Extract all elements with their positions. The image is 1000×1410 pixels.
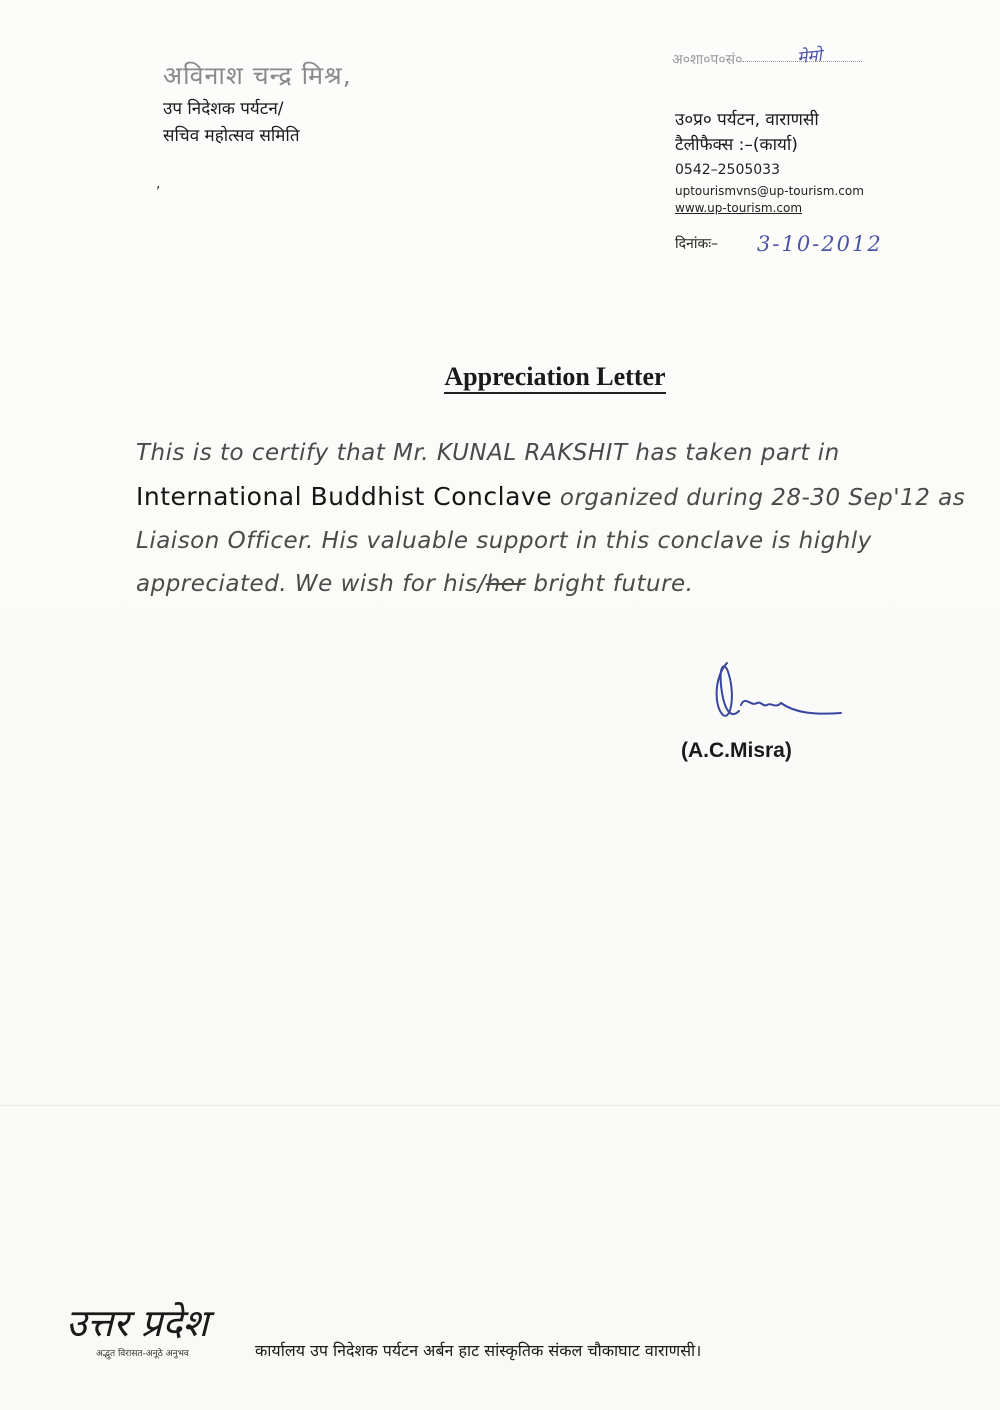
reference-label: अ०शा०प०सं० bbox=[672, 52, 743, 68]
date-handwritten: 3-10-2012 bbox=[757, 232, 883, 256]
sender-committee: सचिव महोत्सव समिति bbox=[163, 126, 300, 146]
phone-number: 0542–2505033 bbox=[675, 162, 780, 178]
event-name: International Buddhist Conclave bbox=[136, 482, 553, 511]
date-label: दिनांकः– bbox=[675, 236, 719, 252]
body-text-1: This is to certify that Mr. KUNAL RAKSHIT has taken part in bbox=[136, 440, 840, 466]
sender-name: अविनाश चन्द्र मिश्र, bbox=[163, 61, 352, 90]
office-name: उ०प्र० पर्यटन, वाराणसी bbox=[675, 110, 819, 130]
signature bbox=[705, 655, 855, 735]
struck-word: her bbox=[485, 571, 526, 597]
sender-designation: उप निदेशक पर्यटन/ bbox=[163, 99, 284, 119]
logo-tagline: अद्भुत विरासत-अनूठे अनुभव bbox=[96, 1349, 189, 1359]
logo-text: उत्तर प्रदेश bbox=[66, 1301, 209, 1345]
footer-address: कार्यालय उप निदेशक पर्यटन अर्बन हाट सांस्कृतिक संकल चौकाघाट वाराणसी। bbox=[255, 1341, 702, 1360]
stray-mark: , bbox=[156, 176, 161, 192]
letterhead-sender bbox=[163, 58, 352, 146]
signatory-name: (A.C.Misra) bbox=[681, 739, 792, 762]
body-text-2: organized during 28-30 Sep'12 as Liaison Officer. His valuable support in this conclave is highly appreciated. We wish for his/ bbox=[136, 485, 966, 597]
telefax-label: टैलीफैक्स :–(कार्या) bbox=[675, 135, 798, 155]
reference-handwritten: मेमो bbox=[796, 45, 823, 69]
office-block bbox=[675, 108, 819, 158]
reference-line bbox=[672, 50, 862, 69]
email-address: uptourismvns@up-tourism.com bbox=[675, 184, 864, 198]
website-link: www.up-tourism.com bbox=[675, 201, 803, 215]
letter-title: Appreciation Letter bbox=[0, 362, 1000, 392]
letter-body bbox=[136, 432, 974, 606]
body-text-3: bright future. bbox=[525, 571, 694, 597]
paper-fold bbox=[0, 1105, 1000, 1106]
